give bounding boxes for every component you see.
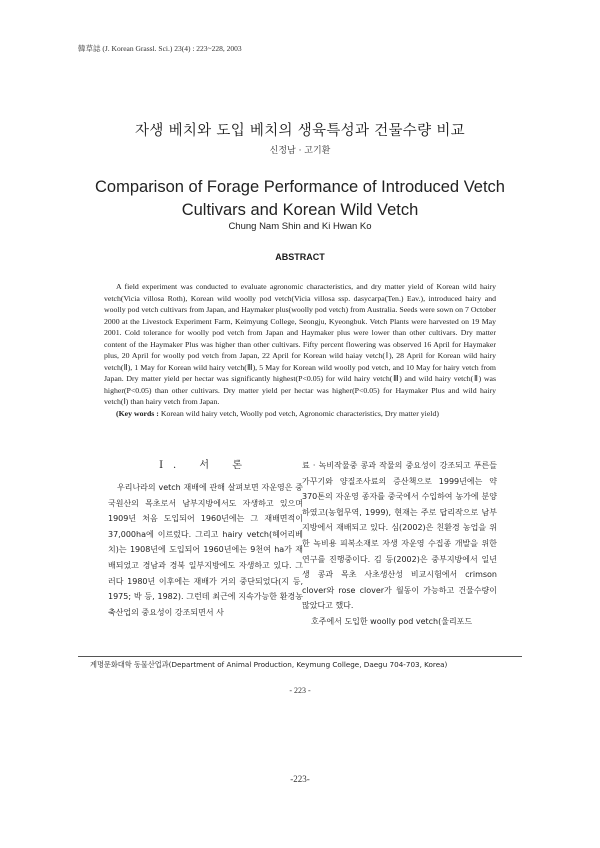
- introduction-heading: Ⅰ. 서 론: [159, 460, 252, 471]
- author-affiliation: 계명문화대학 동물산업과(Department of Animal Production, Keymung College, Daegu 704-703, Korea): [90, 660, 448, 669]
- abstract-heading: ABSTRACT: [275, 252, 325, 262]
- introduction-paragraph-2: 호주에서 도입한 woolly pod vetch(울리포드: [311, 616, 473, 626]
- korean-title: 자생 베치와 도입 베치의 생육특성과 건물수량 비교: [135, 123, 465, 139]
- keywords-text: Korean wild hairy vetch, Woolly pod vetch, Agronomic characteristics, Dry matter yield): [160, 408, 439, 418]
- introduction-paragraph-1: 우리나라의 vetch 재배에 관해 살펴보면 자운영은 중국원산의 목초로서 남부지방에서도 자생하고 있으며 1909년 처음 도입되어 1960년에는 그 재배면적이 37,000ha에 이르렀다. 그리고 hairy vetch(헤어리베치)는 1908년에 도입되어 1960년에는 9천여 ha가 재배되었고 경남과 경북 일부지방에도 자생하고 있다. 그러다 1980년 이후에는 재배가 거의 중단되었다(지 등, 1975; 박 등, 1982). 그런데 최근에 지속가능한 환경농축산업의 중요성이 강조되면서 사: [108, 483, 303, 617]
- page-number-top: - 223 -: [289, 686, 311, 695]
- english-title-line2: Cultivars and Korean Wild Vetch: [181, 201, 419, 219]
- korean-authors: 신정남 · 고기환: [269, 146, 331, 156]
- keywords-label: (Key words :: [116, 408, 159, 418]
- footnote-divider: [78, 656, 522, 657]
- keywords: [104, 408, 496, 420]
- abstract-body: [104, 281, 496, 419]
- abstract-text: A field experiment was conducted to evaluate agronomic characteristics, and dry matter yield of Korean wild hairy vetch(Vicia villosa Roth), Korean wild woolly pod vetch(Vicia villosa ssp. dasycarpa(Ten.) Eav.), introduced hairy and woolly pod vetch cultivars from Japan, and Haymaker plus(woolly pod vetch) from Australia. Seeds were sown on 7 October 2000 at the Livestock Experiment Farm, Keimyung College, Seongju, Kyeongbuk. Vetch Plants were harvested on 19 May 2001. Cold tolerance for woolly pod vetch from Japan and Haymaker plus were lower than other cultivars. Dry matter content of the Haymaker Plus was higher than other cultivars. Fifty percent flowering was observed 16 April for Haymaker plus, 20 April for woolly pod vetch from Japan, 22 April for Korean wild haiay vetch(Ⅰ), 28 April for Korean wild hairy vetch(Ⅱ), 1 May for Korean wild hairy vetch(Ⅲ), 5 May for Korean wild woolly pod vetch, and 10 May for hairy vetch from Japan. Dry matter yield per hectar was significantly highest(P<0.05) for wild hairy vetch(Ⅲ) and wild hairy vetch(Ⅱ) was higher(P<0.05) than other cultivars. Dry matter yield per hectar was higher(P<0.05) for Haymaker Plus and wild hairy vetch(Ⅰ) than hairy vetch from Japan.: [104, 282, 496, 406]
- journal-header: 韓草誌 (J. Korean Grassl. Sci.) 23(4) : 223~228, 2003: [78, 44, 242, 53]
- english-title: [0, 176, 600, 222]
- left-column: [108, 458, 303, 620]
- introduction-paragraph-1-cont: 료 · 녹비작물중 콩과 작물의 중요성이 강조되고 푸른들 가꾸기와 양질조사료의 증산책으로 1999년에는 약 370톤의 자운영 종자를 중국에서 수입하여 농가에 분양하였고(농협무역, 1999), 현재는 주로 답리작으로 남부지방에서 재배되고 있다. 심(2002)은 친환경 농업을 위한 녹비용 피복소재로 자생 자운영 수집종 개발을 위한 연구를 진행중이다. 김 등(2002)은 중부지방에서 일년생 콩과 목초 사초생산성 비교시험에서 crimson clover와 rose clover가 월동이 가능하고 건물수량이 많았다고 했다.: [302, 461, 497, 611]
- english-title-line1: Comparison of Forage Performance of Introduced Vetch: [95, 178, 505, 196]
- english-authors: Chung Nam Shin and Ki Hwan Ko: [228, 221, 372, 232]
- page-number: -223-: [290, 774, 310, 784]
- right-column: [302, 458, 497, 630]
